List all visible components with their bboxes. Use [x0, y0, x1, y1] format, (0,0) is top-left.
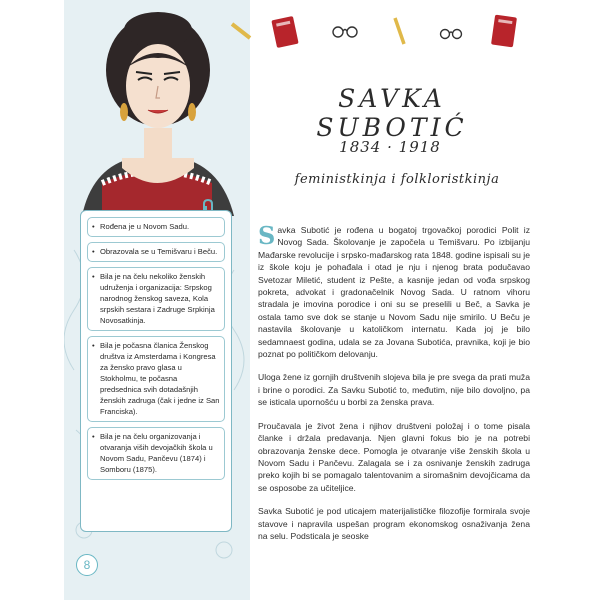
page-number: 8	[76, 554, 98, 576]
paragraph-1	[258, 221, 530, 360]
facts-card	[80, 210, 232, 532]
fact-item: • Bila je na čelu organizovanja i otvaranja viših devojačkih škola u Novom Sadu, Pančevu (1874) i Somboru (1875).	[87, 427, 225, 480]
glasses-icon	[330, 18, 360, 40]
glasses-icon	[438, 22, 464, 44]
drop-cap: S	[258, 221, 276, 250]
page-title: SAVKA SUBOTIĆ	[316, 84, 468, 142]
savka-subotic-portrait	[72, 8, 242, 216]
paragraph-2: Uloga žene iz gornjih društvenih slojeva bila je pre svega da prati muža i brine o porodici. Za Savku Subotić to, međutim, nije bilo dovoljno, pa se isticala upornošću u borbi za ženska prava.	[258, 372, 530, 408]
paragraph-4: Savka Subotić je pod uticajem materijalističke filozofije formirala svoje stavove i napravila uspešan program ekonomskog osnaživanja žena na selu. Podsticala je seoske	[258, 506, 530, 541]
life-dates: 1834 · 1918	[339, 138, 441, 156]
pencil-icon	[230, 20, 252, 42]
subtitle: feministkinja i folkloristkinja	[294, 172, 500, 187]
fact-item: • Bila je počasna članica Ženskog društva iz Amsterdama i Kongresa za žensko pravo glasa u Stokholmu, te počasna predsednica svih dotadašnjih ženskih zadruga (čak i jedne iz San Franciska).	[87, 336, 225, 422]
fact-item: • Bila je na čelu nekoliko ženskih udruženja i organizacija: Srpskog narodnog ženskog saveza, Kola srpskih sestara i Zadruge Srpkinja Novosatkinja.	[87, 267, 225, 331]
fact-item: • Obrazovala se u Temišvaru i Beču.	[87, 242, 225, 262]
fact-item: • Rođena je u Novom Sadu.	[87, 217, 225, 237]
book-icon	[488, 12, 520, 50]
paragraph-3: Proučavala je život žena i njihov društveni položaj i o tome pisala članke i držala predavanja. Njen glavni fokus bio je na potrebi obrazovanja ženske dece. Pomogla je otvaranje više ženskih škola u Novom Sadu i Pančevu. Zalagala se i za osnivanje ženskih zadruga preko kojih bi se pomagalo talentovanim a siromašnim devojčicama da se osposobe za učiteljice.	[258, 420, 530, 493]
article-body	[258, 221, 530, 553]
pencil-icon	[392, 16, 408, 46]
paragraph-1-text: avka Subotić je rođena u bogatoj trgovačkoj porodici Polit iz Novog Sada. Školovanje je započela u Temišvaru. Po izbijanju Mađarske revolucije i srpsko-mađarskog rata 1848. godine ispisali su je iz škole koju je pohađala i otad je nju i njenog brata podučavao Svetozar Miletić, student iz Pešte, a kasnije jedan od vođa srpskog pokreta, advokat i gradonačelnik Novog Sada. U ratnom vihoru stradala je imovina porodice i oni su se preselili u Beč, a Savka je ostala tamo sve dok se stanje u Novom Sadu nije smirilo. U Beču je nastavila školovanje u katoličkom internatu. Kada joj je bilo sedamnaest godina, udala se za Jovana Subotića, pravnika, koji je bio poznat po političkom delovanju.	[258, 225, 530, 360]
book-icon	[270, 14, 300, 50]
